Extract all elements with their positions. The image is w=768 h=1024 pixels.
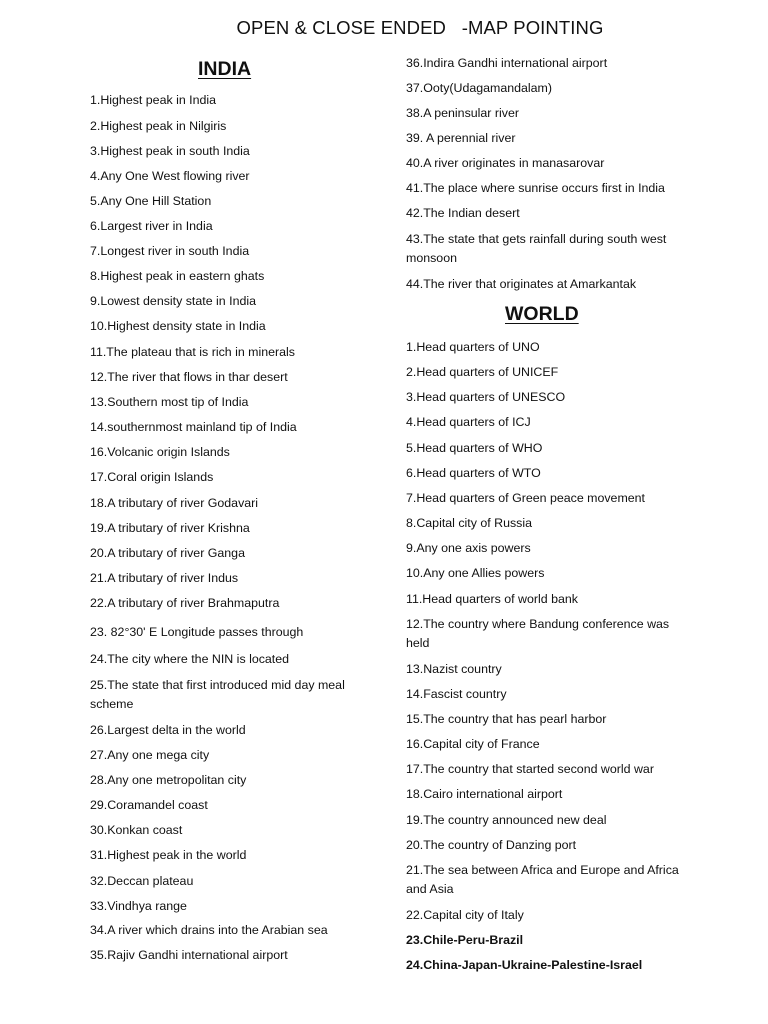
list-item: 23.Chile-Peru-Brazil [406,933,524,947]
list-item: 43.The state that gets rainfall during south west monsoon [406,232,667,265]
list-item: 21.The sea between Africa and Europe and Africa and Asia [406,863,679,896]
list-item: 5.Any One Hill Station [90,194,212,208]
list-item: 13.Southern most tip of India [90,395,249,409]
list-item: 15.The country that has pearl harbor [406,712,607,726]
list-item: 8.Highest peak in eastern ghats [90,269,265,283]
list-item: 3.Head quarters of UNESCO [406,390,566,404]
list-item: 24.The city where the NIN is located [90,652,290,666]
page-title: OPEN & CLOSE ENDED -MAP POINTING [236,17,604,38]
list-item: 19.A tributary of river Krishna [90,521,250,535]
list-item: 40.A river originates in manasarovar [406,156,605,170]
list-item: 17.Coral origin Islands [90,470,214,484]
list-item: 17.The country that started second world war [406,762,654,776]
list-item: 36.Indira Gandhi international airport [406,56,608,70]
list-item: 6.Head quarters of WTO [406,466,541,480]
list-item: 18.Cairo international airport [406,787,563,801]
list-item: 12.The river that flows in thar desert [90,370,288,384]
list-item: 41.The place where sunrise occurs first in India [406,181,665,195]
list-item: 23. 82°30' E Longitude passes through [90,625,304,639]
list-item: 19.The country announced new deal [406,813,607,827]
list-item: 9.Lowest density state in India [90,294,256,308]
list-item: 13.Nazist country [406,662,502,676]
list-item: 11.The plateau that is rich in minerals [90,345,296,359]
list-item: 27.Any one mega city [90,748,210,762]
list-item: 1.Highest peak in India [90,93,217,107]
list-item: 20.The country of Danzing port [406,838,577,852]
list-item: 34.A river which drains into the Arabian sea [90,923,328,937]
list-item: 1.Head quarters of UNO [406,340,540,354]
list-item: 31.Highest peak in the world [90,848,247,862]
list-item: 44.The river that originates at Amarkantak [406,277,637,291]
list-item: 12.The country where Bandung conference was held [406,617,670,650]
list-item: 16.Capital city of France [406,737,540,751]
list-item: 16.Volcanic origin Islands [90,445,230,459]
list-item: 9.Any one axis powers [406,541,531,555]
list-item: 4.Any One West flowing river [90,169,250,183]
list-item: 4.Head quarters of ICJ [406,415,531,429]
list-item: 28.Any one metropolitan city [90,773,247,787]
list-item: 42.The Indian desert [406,206,520,220]
list-item: 22.Capital city of Italy [406,908,524,922]
india-heading: INDIA [198,58,252,80]
list-item: 10.Highest density state in India [90,319,266,333]
list-item: 35.Rajiv Gandhi international airport [90,948,288,962]
list-item: 7.Longest river in south India [90,244,250,258]
list-item: 14.southernmost mainland tip of India [90,420,297,434]
list-item: 32.Deccan plateau [90,874,194,888]
list-item: 8.Capital city of Russia [406,516,533,530]
list-item: 20.A tributary of river Ganga [90,546,245,560]
list-item: 22.A tributary of river Brahmaputra [90,596,280,610]
list-item: 26.Largest delta in the world [90,723,246,737]
list-item: 39. A perennial river [406,131,516,145]
list-item: 25.The state that first introduced mid day meal scheme [90,678,345,711]
list-item: 2.Highest peak in Nilgiris [90,119,227,133]
list-item: 38.A peninsular river [406,106,519,120]
list-item: 5.Head quarters of WHO [406,441,543,455]
list-item: 7.Head quarters of Green peace movement [406,491,645,505]
list-item: 6.Largest river in India [90,219,213,233]
list-item: 2.Head quarters of UNICEF [406,365,559,379]
list-item: 24.China-Japan-Ukraine-Palestine-Israel [406,958,643,972]
list-item: 30.Konkan coast [90,823,183,837]
list-item: 14.Fascist country [406,687,507,701]
world-heading: WORLD [505,303,579,325]
list-item: 29.Coramandel coast [90,798,208,812]
list-item: 3.Highest peak in south India [90,144,250,158]
list-item: 21.A tributary of river Indus [90,571,239,585]
list-item: 18.A tributary of river Godavari [90,496,259,510]
list-item: 11.Head quarters of world bank [406,592,578,606]
list-item: 10.Any one Allies powers [406,566,545,580]
list-item: 37.Ooty(Udagamandalam) [406,81,553,95]
list-item: 33.Vindhya range [90,899,187,913]
